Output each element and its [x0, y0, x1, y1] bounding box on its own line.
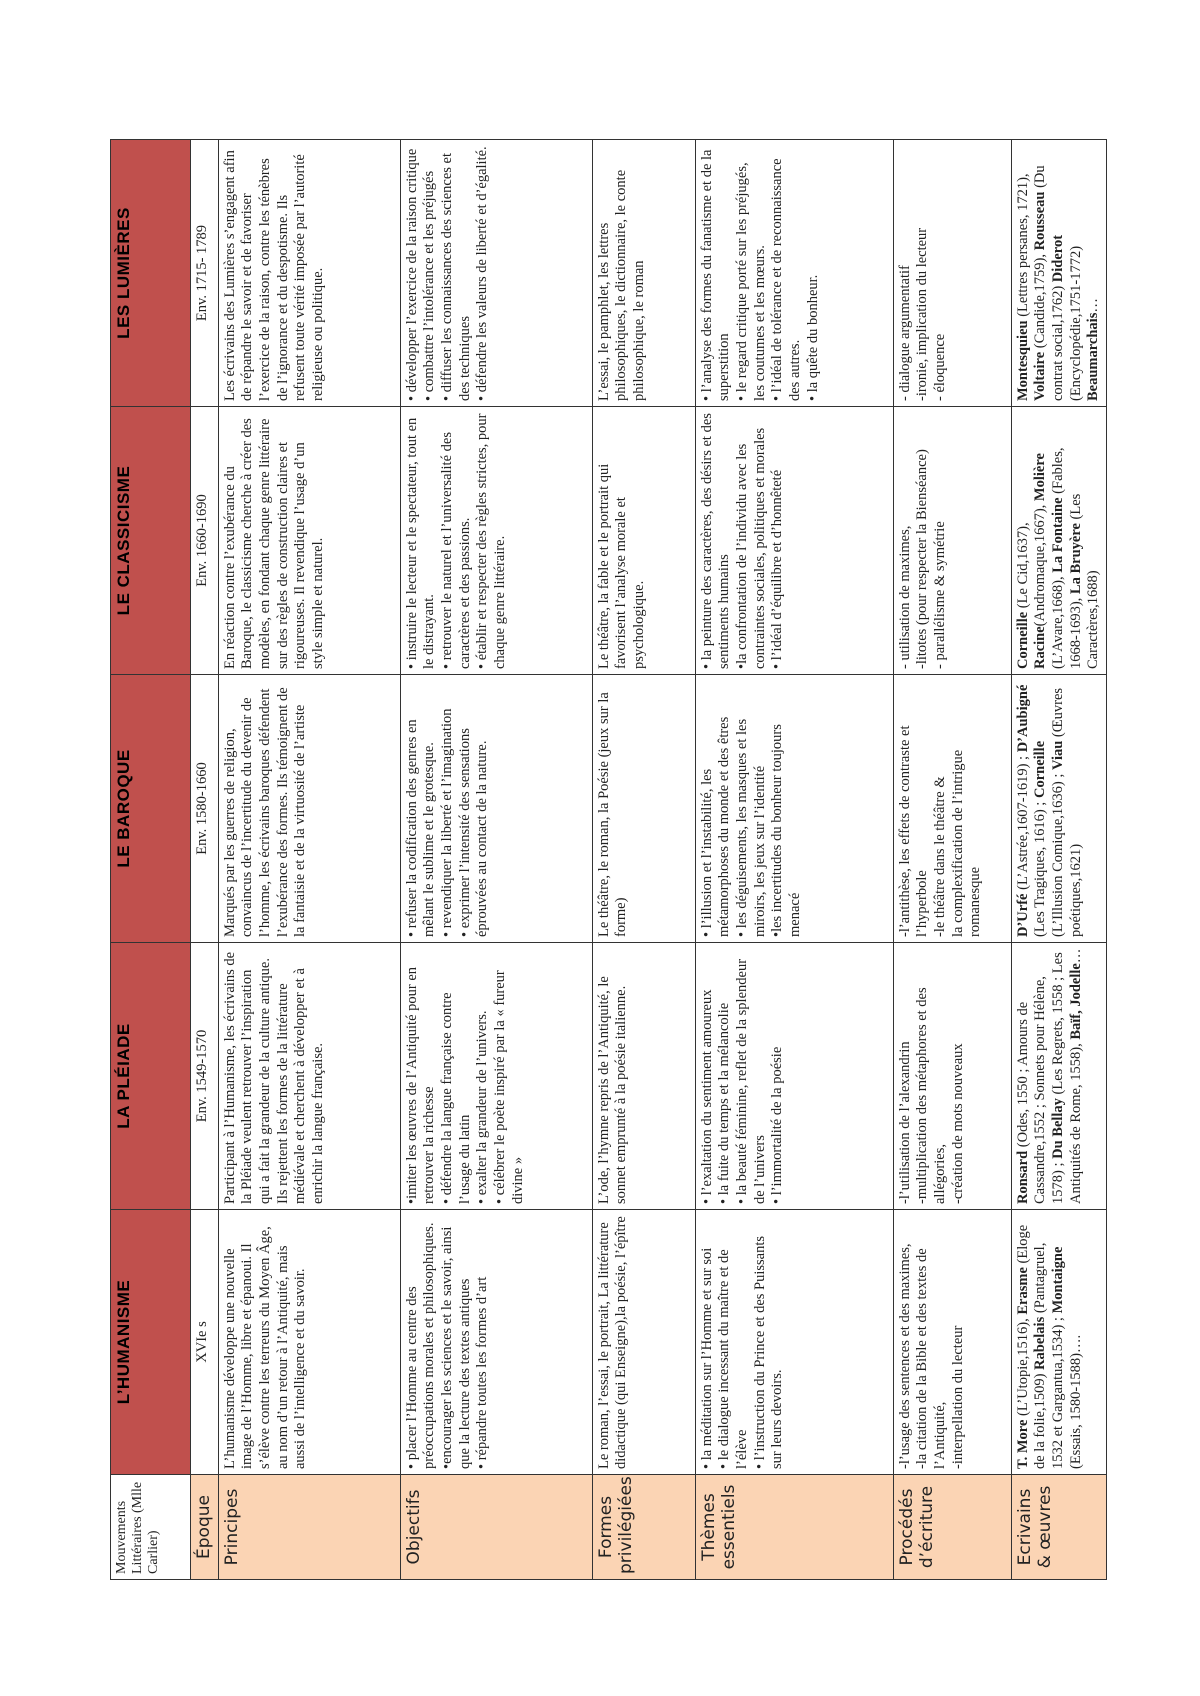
row-label-principes: Principes — [218, 1475, 400, 1580]
work-text: … — [1085, 298, 1102, 313]
objectifs-classicisme — [400, 407, 592, 675]
author-name: La Bruyère — [1067, 523, 1084, 595]
list-item: • l’exaltation du sentiment amoureux — [698, 989, 715, 1204]
themes-humanisme — [695, 1210, 893, 1475]
epoque-baroque — [191, 675, 219, 943]
row-ecrivains — [1011, 140, 1106, 1580]
list-item: •imiter les œuvres de l’Antiquité pour en retrouver la richesse — [403, 966, 438, 1204]
themes-classicisme — [695, 407, 893, 675]
list-item: • l’instruction du Prince et des Puissants sur leurs devoirs. — [751, 1235, 786, 1469]
work-text: (L’Utopie,1516), — [1014, 1318, 1031, 1420]
work-text: (L’Avare,1668), — [1050, 572, 1067, 669]
author-name: Racine — [1032, 626, 1049, 669]
author-name: Baïf, Jodelle — [1067, 963, 1084, 1040]
procedes-pleiade — [893, 943, 1011, 1210]
list-item: • refuser la codification des genres en mêlant le sublime et le grotesque. — [403, 719, 438, 937]
themes-pleiade — [695, 943, 893, 1210]
author-name: La Fontaine — [1050, 497, 1067, 573]
literary-movements-table — [110, 139, 1107, 1580]
list-item: -création de mots nouveaux — [949, 1043, 966, 1204]
work-text: (Fables, 1668-1693), — [1050, 447, 1084, 669]
row-label-formes: Formes privilégiées — [592, 1475, 695, 1580]
author-name: Viau — [1050, 740, 1067, 770]
list-item: • répandre toutes les formes d’art — [474, 1276, 491, 1469]
procedes-baroque — [893, 675, 1011, 943]
list-item: -l’utilisation de l’alexandrin — [896, 1041, 913, 1204]
row-procedes — [893, 140, 1011, 1580]
list-item: • la fuite du temps et la mélancolie — [716, 1002, 733, 1204]
work-text: (Les Caractères,1688) — [1067, 493, 1102, 669]
author-name: Montesquieu — [1014, 320, 1031, 401]
list-item: • la méditation sur l’Homme et sur soi — [698, 1247, 715, 1469]
list-item: • placer l’Homme au centre des préoccupations morales et philosophiques. — [403, 1222, 438, 1469]
author-name: Erasme — [1014, 1267, 1031, 1315]
list-item: -l’antithèse, les effets de contraste et l’hyperbole — [896, 725, 931, 937]
list-item: • la quête du bonheur. — [804, 274, 821, 401]
work-text: (Essais, 1580-1588)…. — [1067, 1334, 1084, 1469]
list-item: -multiplication des métaphores et des allégories, — [914, 987, 949, 1204]
work-text: (Andromaque,1667), — [1032, 501, 1049, 627]
principes-humanisme: L’humanisme développe une nouvelle image de l’Homme, libre et épanoui. Il s’élève contre les terreurs du Moyen Âge, au nom d’un retour à l’Antiquité, mais aussi de l’intelligence et du savoir. — [218, 1210, 400, 1475]
epoque-value: XVIe s — [194, 1321, 210, 1363]
objectifs-pleiade — [400, 943, 592, 1210]
author-name: Beaumarchais — [1085, 312, 1102, 401]
author-name: Ronsard — [1014, 1150, 1031, 1204]
principes-pleiade: Participant à l’Humanisme, les écrivains de la Pléiade veulent retrouver l’inspiration qui a fait la grandeur de la culture antique. Ils rejettent les formes de la littérature médiévale et cherchent à développer et à enrichir la langue française. — [218, 943, 400, 1210]
ecrivains-humanisme — [1011, 1210, 1106, 1475]
row-objectifs — [400, 140, 592, 1580]
epoque-value: Env. 1580-1660 — [194, 762, 210, 855]
epoque-classicisme — [191, 407, 219, 675]
list-item: •les incertitudes du bonheur toujours menacé — [769, 724, 804, 937]
list-item: • combattre l’intolérance et les préjugés — [421, 170, 438, 401]
movement-baroque: LE BAROQUE — [111, 675, 191, 943]
epoque-lumieres — [191, 140, 219, 407]
objectifs-lumieres — [400, 140, 592, 407]
author-name: Molière — [1032, 453, 1049, 502]
formes-pleiade: L’ode, l’hymne repris de l’Antiquité, le sonnet emprunté à la poésie italienne. — [592, 943, 695, 1210]
row-epoque — [191, 140, 219, 1580]
formes-classicisme: Le théâtre, la fable et le portrait qui favorisent l’analyse morale et psychologique. — [592, 407, 695, 675]
work-text: (Du contrat social,1762) — [1032, 165, 1067, 401]
author-name: Montaigne — [1050, 1246, 1067, 1314]
procedes-lumieres — [893, 140, 1011, 407]
list-item: • défendre la langue française contre l’usage du latin — [439, 992, 473, 1204]
list-item: • l’idéal de tolérance et de reconnaissance des autres. — [769, 158, 804, 401]
list-item: • l’immortalité de la poésie — [769, 1046, 786, 1204]
formes-humanisme: Le roman, l’essai, le portrait, La littérature didactique (qui Enseigne),la poésie, l’épître — [592, 1210, 695, 1475]
list-item: -la citation de la Bible et des textes de l’Antiquité, — [914, 1248, 949, 1469]
list-item: - parallélisme & symétrie — [932, 521, 949, 669]
work-text: (Encyclopédie,1751-1772) — [1067, 245, 1084, 401]
list-item: • revendiquer la liberté et l’imagination — [439, 708, 456, 937]
list-item: • instruire le lecteur et le spectateur, tout en le distrayant. — [403, 417, 438, 669]
procedes-classicisme — [893, 407, 1011, 675]
work-text: (Pantagruel, 1532 et Gargantua,1534) ; — [1032, 1242, 1067, 1469]
list-item: • établir et respecter des règles strictes, pour chaque genre littéraire. — [474, 413, 509, 669]
row-formes — [592, 140, 695, 1580]
list-item: • l’analyse des formes du fanatisme et de la superstition — [698, 149, 733, 401]
author-name: Corneille — [1014, 611, 1031, 669]
epoque-pleiade — [191, 943, 219, 1210]
movement-lumieres: LES LUMIÈRES — [111, 140, 191, 407]
ecrivains-lumieres — [1011, 140, 1106, 407]
ecrivains-classicisme — [1011, 407, 1106, 675]
work-text: (Les Regrets, 1558 ; Les Antiquités de Rome, 1558), — [1050, 952, 1084, 1204]
work-text: (Lettres persanes, 1721), — [1014, 173, 1031, 321]
list-item: • la peinture des caractères, des désirs et des sentiments humains — [698, 413, 733, 669]
list-item: - utilisation de maximes, — [896, 525, 913, 669]
formes-lumieres: L’essai, le pamphlet, les lettres philosophiques, le dictionnaire, le conte philosophique, le roman — [592, 140, 695, 407]
work-text: (Œuvres poétiques,1621) — [1050, 687, 1084, 937]
author-name: D’Aubigné — [1014, 684, 1031, 753]
list-item: -litotes (pour respecter la Bienséance) — [914, 449, 931, 669]
movement-humanisme: L’HUMANISME — [111, 1210, 191, 1475]
movement-pleiade: LA PLÉIADE — [111, 943, 191, 1210]
work-text: (Le Cid,1637), — [1014, 522, 1031, 612]
author-name: Corneille — [1032, 740, 1049, 799]
themes-baroque — [695, 675, 893, 943]
epoque-value: Env. 1715- 1789 — [194, 224, 210, 322]
author-name: T. More — [1014, 1419, 1031, 1469]
themes-lumieres — [695, 140, 893, 407]
list-item: •encourager les sciences et le savoir, ainsi que la lecture des textes antiques — [439, 1226, 473, 1469]
work-text: (Les Tragiques, 1616) ; — [1032, 798, 1049, 937]
principes-classicisme: En réaction contre l’exubérance du Baroque, le classicisme cherche à créer des modèles, en fondant chaque genre littéraire sur des règles de construction claires et rigoureuses. Il revendique l’usage d’un style simple et naturel. — [218, 407, 400, 675]
row-themes — [695, 140, 893, 1580]
work-text: (Candide,1759), — [1032, 250, 1049, 352]
list-item: • les déguisements, les masques et les miroirs, les jeux sur l’identité — [734, 718, 768, 937]
author-name: Rousseau — [1032, 191, 1049, 251]
principes-baroque: Marqués par les guerres de religion, convaincus de l’incertitude du devenir de l’homme, les écrivains baroques défendent l’exubérance des formes. Ils témoignent de la fantaisie et de la virtuosité de l’artiste — [218, 675, 400, 943]
list-item: • défendre les valeurs de liberté et d’égalité. — [474, 146, 491, 401]
row-principes — [218, 140, 400, 1580]
ecrivains-baroque — [1011, 675, 1106, 943]
formes-baroque: Le théâtre, le roman, la Poésie (jeux sur la forme) — [592, 675, 695, 943]
author-name: D’Urfé — [1014, 893, 1031, 937]
list-item: • le regard critique porté sur les préjugés, les coutumes et les mœurs. — [734, 162, 768, 401]
list-item: • retrouver le naturel et l’universalité des caractères et des passions. — [439, 432, 473, 669]
author-name: Du Bellay — [1050, 1098, 1067, 1159]
epoque-humanisme — [191, 1210, 219, 1475]
list-item: • diffuser les connaissances des sciences et des techniques — [439, 152, 473, 401]
author-name: Diderot — [1050, 234, 1067, 283]
row-label-epoque: Époque — [191, 1475, 219, 1580]
list-item: -ironie, implication du lecteur — [914, 227, 931, 401]
row-label-objectifs: Objectifs — [400, 1475, 592, 1580]
list-item: la complexification de l’intrigue romanesque — [949, 749, 984, 937]
row-label-procedes: Procédés d’écriture — [893, 1475, 1011, 1580]
epoque-value: Env. 1660-1690 — [194, 494, 210, 587]
epoque-value: Env. 1549-1570 — [194, 1029, 210, 1123]
author-name: Voltaire — [1032, 351, 1049, 401]
author-name: Rabelais — [1032, 1316, 1049, 1370]
list-item: • exprimer l’intensité des sensations éprouvées au contact de la nature. — [456, 728, 491, 937]
list-item: • célébrer le poète inspiré par la « fureur divine » — [492, 970, 526, 1204]
row-label-themes: Thèmes essentiels — [695, 1475, 893, 1580]
principes-lumieres: Les écrivains des Lumières s’engagent afin de répandre le savoir et de favoriser l’exercice de la raison, contre les ténèbres de l’ignorance et du despotisme. Ils refusent toute vérité imposée par l’autorité religieuse ou politique. — [218, 140, 400, 407]
list-item: -l’usage des sentences et des maximes, — [896, 1243, 913, 1469]
list-item: • développer l’exercice de la raison critique — [403, 148, 420, 401]
work-text: (L’Astrée,1607-1619) ; — [1014, 752, 1031, 894]
objectifs-humanisme — [400, 1210, 592, 1475]
work-text: (L’Illusion Comique,1636) ; — [1050, 769, 1067, 937]
row-label-ecrivains: Ecrivains & œuvres — [1011, 1475, 1106, 1580]
list-item: -interpellation du lecteur — [949, 1325, 966, 1469]
list-item: • l’idéal d’équilibre et d’honnêteté — [769, 469, 786, 669]
list-item: -le théâtre dans le théâtre & — [932, 776, 949, 937]
list-item: • exalter la grandeur de l’univers. — [474, 1010, 491, 1204]
list-item: • l’illusion et l’instabilité, les métamorphoses du monde et des êtres — [698, 716, 733, 937]
movements-table-sheet — [110, 140, 1100, 1580]
corner-label: Mouvements Littéraires (Mlle Carlier) — [111, 1475, 191, 1580]
list-item: - dialogue argumentatif — [896, 265, 913, 401]
list-item: - éloquence — [932, 333, 949, 401]
list-item: • le dialogue incessant du maître et de l’élève — [716, 1249, 751, 1469]
movement-classicisme: LE CLASSICISME — [111, 407, 191, 675]
list-item: •la confrontation de l’individu avec les contraintes sociales, politiques et morales — [734, 427, 768, 669]
work-text: (Odes, 1550 ; Amours de Cassandre,1552 ; Sonnets pour Hélène, 1578) ; — [1014, 976, 1067, 1204]
work-text: (Eloge de la folie,1509) — [1014, 1224, 1049, 1469]
list-item: • la beauté féminine, reflet de la splendeur de l’univers — [734, 958, 768, 1204]
procedes-humanisme — [893, 1210, 1011, 1475]
objectifs-baroque — [400, 675, 592, 943]
work-text: … — [1067, 948, 1084, 964]
header-row — [111, 140, 191, 1580]
ecrivains-pleiade — [1011, 943, 1106, 1210]
